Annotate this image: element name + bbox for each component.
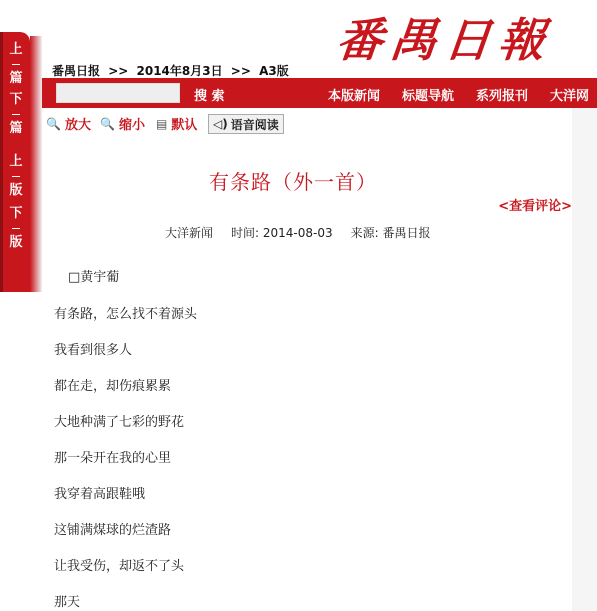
voice-read-button[interactable] (208, 114, 284, 134)
publish-time: 时间: 2014-08-03 (231, 226, 333, 240)
next-article-char-1: 下 (9, 92, 23, 107)
nav-links (328, 85, 589, 104)
prev-article-char-1: 上 (9, 42, 23, 57)
search-input[interactable] (56, 83, 180, 103)
search-button[interactable]: 搜 索 (194, 89, 225, 104)
next-edition-char-2: 版 (9, 235, 23, 250)
nav-link-headline-nav[interactable]: 标题导航 (401, 89, 454, 104)
breadcrumb-separator: >> (230, 64, 251, 78)
poem-line: 都在走，却伤痕累累 (54, 379, 172, 394)
zoom-out-label: 缩小 (118, 118, 145, 133)
next-edition-link[interactable] (8, 204, 24, 253)
poem-line: 这铺满煤球的烂渣路 (54, 523, 172, 538)
prev-article-char-2: 篇 (9, 71, 23, 86)
right-gutter (572, 108, 597, 611)
zoom-out-button[interactable] (100, 114, 145, 133)
reading-tools (42, 108, 572, 138)
poem-line: 那天 (54, 595, 81, 610)
next-article-link[interactable] (8, 90, 24, 139)
breadcrumb-date[interactable]: 2014年8月3日 (136, 64, 223, 78)
sidebar-shadow (30, 36, 42, 292)
voice-read-label: 语音阅读 (230, 117, 279, 132)
zoom-in-label: 放大 (64, 118, 91, 133)
breadcrumb-page[interactable]: A3版 (259, 64, 289, 78)
article (42, 138, 572, 611)
prev-edition-char-2: 版 (9, 183, 23, 198)
poem-line: 大地种满了七彩的野花 (54, 415, 185, 430)
poem-line: 我看到很多人 (54, 343, 133, 358)
poem-line: 让我受伤，却返不了头 (54, 559, 185, 574)
nav-link-series-papers[interactable]: 系列报刊 (475, 89, 528, 104)
prev-edition-link[interactable] (8, 152, 24, 201)
view-comments-link[interactable]: <查看评论> (498, 199, 572, 214)
next-edition-char-1: 下 (9, 206, 23, 221)
newspaper-logo[interactable]: 番禺日報 (333, 13, 556, 67)
page-navigation-sidebar (0, 32, 42, 611)
default-size-button[interactable] (156, 114, 197, 133)
nav-link-page-news[interactable]: 本版新闻 (327, 89, 380, 104)
speaker-icon: ◁) (213, 117, 228, 131)
zoom-in-button[interactable] (46, 114, 91, 133)
poem-line: 我穿着高跟鞋哦 (54, 487, 146, 502)
divider (12, 114, 20, 115)
main-navbar (42, 78, 597, 108)
next-article-char-2: 篇 (9, 121, 23, 136)
breadcrumb-separator: >> (108, 64, 129, 78)
divider (12, 176, 20, 177)
breadcrumb-newspaper[interactable]: 番禺日报 (52, 64, 101, 78)
zoom-out-icon: 🔍 (100, 116, 115, 131)
poem-line: 那一朵开在我的心里 (54, 451, 172, 466)
author: □黄宇葡 (68, 270, 120, 285)
default-size-label: 默认 (171, 118, 198, 133)
source-site: 大洋新闻 (165, 226, 214, 240)
zoom-in-icon: 🔍 (46, 116, 61, 131)
default-size-icon: ▤ (156, 116, 168, 131)
article-meta (165, 224, 430, 241)
poem-line: 有条路，怎么找不着源头 (54, 307, 198, 322)
divider (12, 64, 20, 65)
prev-edition-char-1: 上 (9, 154, 23, 169)
source-paper: 来源: 番禺日报 (350, 226, 431, 240)
masthead (0, 0, 597, 78)
prev-article-link[interactable] (8, 40, 24, 89)
nav-link-dayoo[interactable]: 大洋网 (549, 89, 589, 104)
breadcrumb (52, 62, 293, 79)
divider (12, 228, 20, 229)
article-title: 有条路（外一首） (209, 170, 377, 194)
